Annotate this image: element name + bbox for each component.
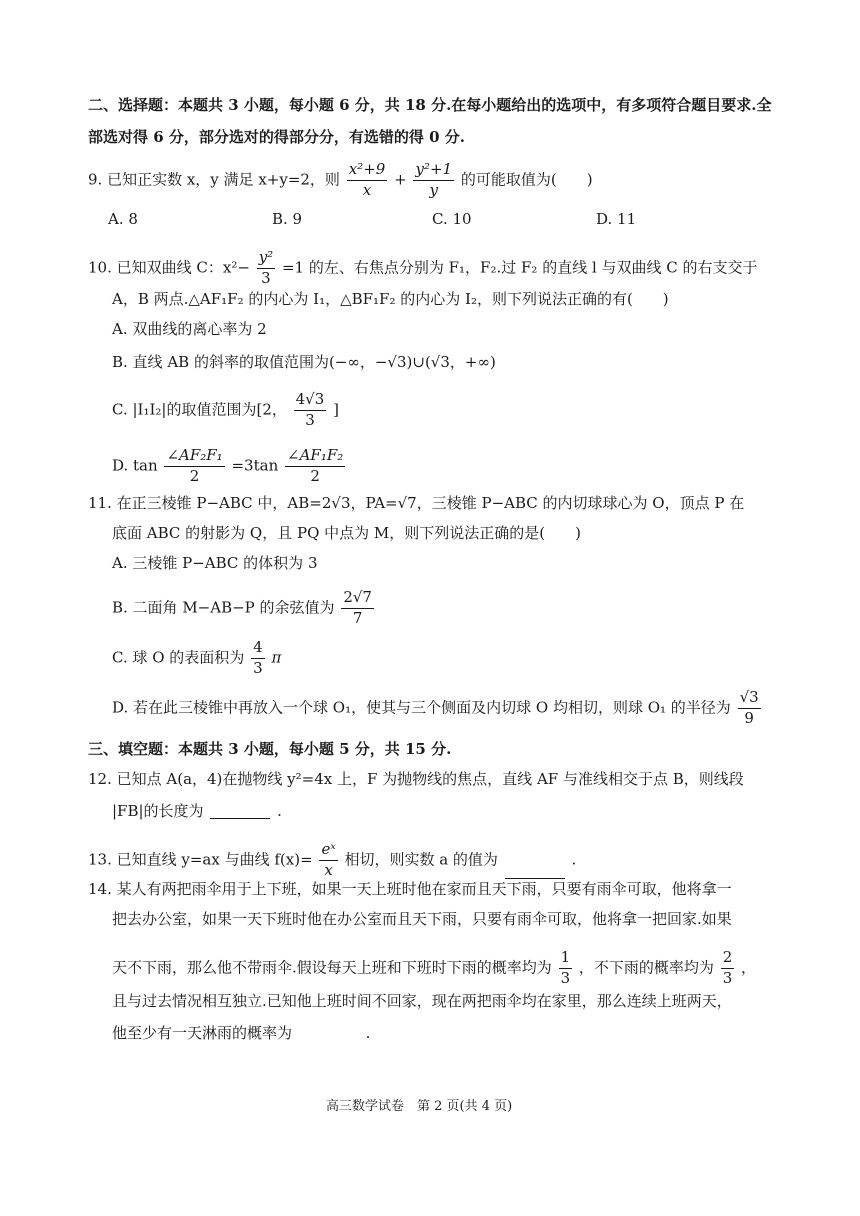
- q11-optc-numerator: 4: [251, 640, 265, 659]
- q10-text-b: =1 的左、右焦点分别为 F₁，F₂.过 F₂ 的直线 l 与双曲线 C 的右支交于: [281, 258, 758, 277]
- question-14-line4: 且与过去情况相互独立.已知他上班时间不回家，现在两把雨伞均在家里，那么连续上班两天，: [112, 992, 732, 1010]
- q14-frac1-denominator: 3: [560, 968, 571, 987]
- q10-text-a: 10. 已知双曲线 C：x²−: [88, 258, 250, 277]
- q13-fraction: [319, 842, 337, 879]
- question-10-line2: A，B 两点.△AF₁F₂ 的内心为 I₁，△BF₁F₂ 的内心为 I₂，则下列说法正确的有( ): [112, 290, 669, 308]
- q10-option-c: [112, 392, 339, 429]
- q10-optc-denominator: 3: [305, 410, 315, 429]
- q11-option-b: [112, 590, 376, 627]
- q14-line5-text-a: 他至少有一天淋雨的概率为: [112, 1024, 293, 1042]
- q14-line3-text-b: ，不下雨的概率均为: [578, 958, 714, 977]
- q14-fraction-1: [559, 950, 573, 987]
- q10-optd-denominator-1: 2: [189, 466, 200, 485]
- q12-answer-blank: [210, 806, 270, 819]
- q11-optb-text: B. 二面角 M−AB−P 的余弦值为: [112, 598, 335, 617]
- question-14-line1: 14. 某人有两把雨伞用于上下班，如果一天上班时他在家而且天下雨，只要有雨伞可取，他将拿一: [88, 880, 732, 898]
- question-9: [88, 162, 593, 199]
- section3-header: 三、填空题：本题共 3 小题，每小题 5 分，共 15 分.: [88, 740, 452, 758]
- q10-optc-text-b: ]: [333, 400, 339, 419]
- q10-optd-fraction-1: [164, 448, 224, 485]
- q11-option-a: A. 三棱锥 P−ABC 的体积为 3: [112, 554, 318, 572]
- q10-option-a: A. 双曲线的离心率为 2: [112, 320, 267, 338]
- q10-fraction: [257, 250, 276, 287]
- q10-optd-text-a: D. tan: [112, 456, 158, 475]
- q10-frac-denominator: 3: [261, 268, 271, 287]
- q13-text-c: .: [571, 850, 577, 869]
- page-footer: 高三数学试卷 第 2 页(共 4 页): [326, 1099, 513, 1114]
- q11-optd-text: D. 若在此三棱锥中再放入一个球 O₁，使其与三个侧面及内切球 O 均相切，则球 O₁ 的半径为: [112, 698, 731, 717]
- section2-header-line1: 二、选择题：本题共 3 小题，每小题 6 分，共 18 分.在每小题给出的选项中，有多项符合题目要求.全: [88, 96, 772, 114]
- q14-line3-text-c: ，: [741, 958, 757, 977]
- q9-option-b: B. 9: [272, 210, 303, 228]
- q11-optd-numerator: √3: [738, 690, 761, 709]
- q11-optd-fraction: [738, 690, 761, 727]
- section2-header-line2: 部选对得 6 分，部分选对的得部分分，有选错的得 0 分.: [88, 128, 465, 146]
- question-14-line2: 把去办公室，如果一天下班时他在办公室而且天下雨，只要有雨伞可取，他将拿一把回家.如果: [112, 910, 732, 928]
- q10-option-d: [112, 448, 347, 485]
- q14-line5-text-b: .: [365, 1024, 371, 1042]
- q9-frac1-numerator: x²+9: [347, 162, 388, 181]
- q10-option-b: B. 直线 AB 的斜率的取值范围为(−∞，−√3)∪(√3，+∞): [112, 353, 496, 371]
- q10-optd-numerator-1: ∠AF₂F₁: [164, 448, 224, 467]
- q9-frac2-denominator: y: [429, 180, 438, 199]
- question-11-line1: 11. 在正三棱锥 P−ABC 中，AB=2√3，PA=√7，三棱锥 P−ABC 的内切球球心为 O，顶点 P 在: [88, 494, 745, 512]
- q14-line3-text-a: 天不下雨，那么他不带雨伞.假设每天上班和下班时下雨的概率均为: [112, 958, 552, 977]
- q11-optd-denominator: 9: [744, 708, 754, 727]
- q9-option-d: D. 11: [596, 210, 637, 228]
- q9-option-a: A. 8: [108, 210, 138, 228]
- question-12-line2: [112, 804, 282, 819]
- q14-answer-blank: [299, 1029, 359, 1041]
- q9-option-c: C. 10: [432, 210, 472, 228]
- q13-frac-denominator: x: [324, 860, 333, 879]
- question-11-line2: 底面 ABC 的射影为 Q，且 PQ 中点为 M，则下列说法正确的是( ): [112, 524, 581, 542]
- q10-optc-text-a: C. |I₁I₂|的取值范围为[2，: [112, 400, 287, 419]
- q11-optb-denominator: 7: [352, 608, 363, 627]
- q14-frac2-numerator: 2: [721, 950, 735, 969]
- q11-option-c: [112, 640, 281, 677]
- q9-frac1-denominator: x: [362, 180, 372, 199]
- question-13: [88, 842, 576, 879]
- q9-suffix: 的可能取值为( ): [460, 170, 593, 189]
- q14-frac1-numerator: 1: [559, 950, 573, 969]
- q13-text-a: 13. 已知直线 y=ax 与曲线 f(x)=: [88, 850, 313, 869]
- q9-frac2-numerator: y²+1: [413, 162, 454, 181]
- q11-optb-numerator: 2√7: [341, 590, 374, 609]
- question-14-line3: [112, 950, 756, 987]
- q11-option-d: [112, 690, 763, 727]
- question-14-line5: [112, 1026, 370, 1041]
- question-10-line1: [88, 250, 758, 287]
- q10-optd-numerator-2: ∠AF₁F₂: [285, 448, 345, 467]
- q11-optb-fraction: [341, 590, 374, 627]
- question-12-line1: 12. 已知点 A(a，4)在抛物线 y²=4x 上，F 为抛物线的焦点，直线 AF 与准线相交于点 B，则线段: [88, 770, 744, 788]
- q10-optd-mid: =3tan: [231, 456, 279, 475]
- q12-text-b: .: [277, 802, 282, 820]
- q13-answer-blank: [505, 866, 565, 879]
- q14-fraction-2: [721, 950, 735, 987]
- q12-text-a: |FB|的长度为: [112, 802, 204, 820]
- q11-optc-text-b: π: [271, 648, 282, 667]
- q9-plus: +: [394, 170, 407, 189]
- q11-optc-denominator: 3: [253, 658, 263, 677]
- q14-frac2-denominator: 3: [722, 968, 733, 987]
- q9-fraction-2: [413, 162, 454, 199]
- q11-optc-fraction: [251, 640, 265, 677]
- q11-optc-text-a: C. 球 O 的表面积为: [112, 648, 245, 667]
- q9-fraction-1: [347, 162, 388, 199]
- q13-frac-numerator: eˣ: [319, 842, 337, 861]
- q10-optd-denominator-2: 2: [310, 466, 320, 485]
- q10-frac-numerator: y²: [257, 250, 276, 269]
- q10-optc-fraction: [294, 392, 327, 429]
- q13-text-b: 相切，则实数 a 的值为: [344, 850, 498, 869]
- q10-optc-numerator: 4√3: [294, 392, 327, 411]
- q10-optd-fraction-2: [285, 448, 345, 485]
- q9-prefix: 9. 已知正实数 x，y 满足 x+y=2，则: [88, 170, 340, 189]
